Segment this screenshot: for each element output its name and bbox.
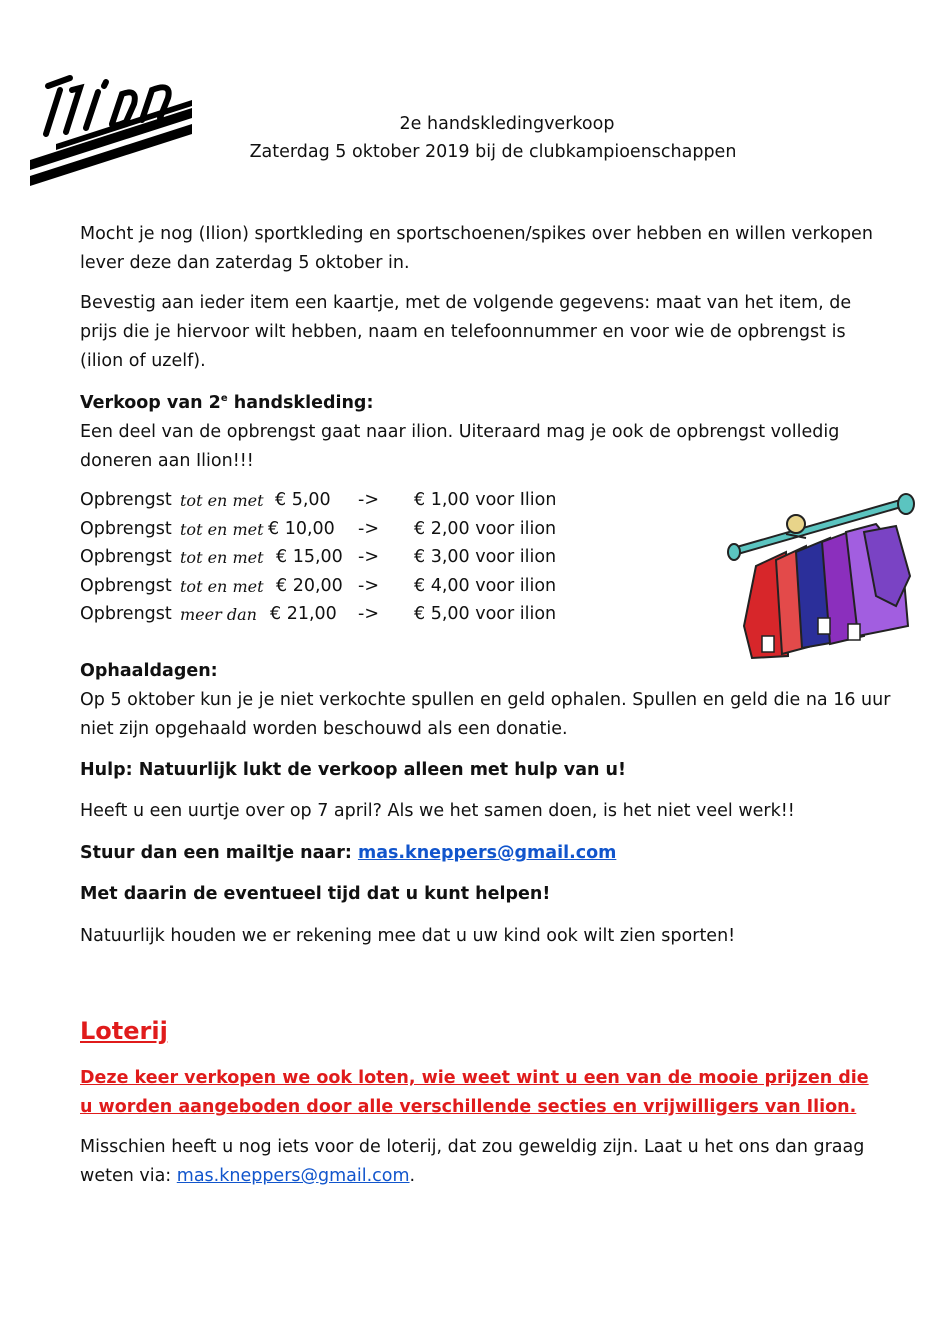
email-link[interactable]: mas.kneppers@gmail.com	[357, 843, 617, 863]
loterij-heading: Loterij	[80, 1017, 168, 1045]
ophaal-text: Op 5 oktober kun je je niet verkochte spullen en geld ophalen. Spullen en geld die na 16 uur niet zijn opgehaald worden beschouwd als een donatie.	[80, 690, 891, 739]
closing-text: Natuurlijk houden we er rekening mee dat u uw kind ook wilt zien sporten!	[80, 926, 736, 946]
verkoop-heading: Verkoop van 2e handskleding:	[80, 393, 374, 413]
ophaal-heading: Ophaaldagen:	[80, 661, 218, 681]
mail-line: Stuur dan een mailtje naar: mas.kneppers@gmail.com	[80, 843, 617, 863]
time-note: Met daarin de eventueel tijd dat u kunt helpen!	[80, 884, 551, 904]
intro-paragraph-1: Mocht je nog (Ilion) sportkleding en sportschoenen/spikes over hebben en willen verkopen lever deze dan zaterdag 5 oktober in.	[80, 224, 873, 273]
clothes-rack-illustration	[726, 486, 916, 672]
hulp-heading: Hulp: Natuurlijk lukt de verkoop alleen met hulp van u!	[80, 760, 626, 780]
loterij-text: Misschien heeft u nog iets voor de loterij, dat zou geweldig zijn. Laat u het ons dan graag weten via: mas.kneppers@gmail.com.	[80, 1137, 865, 1186]
verkoop-text: Een deel van de opbrengst gaat naar ilion. Uiteraard mag je ook de opbrengst volledig doneren aan Ilion!!!	[80, 422, 840, 471]
doc-subtitle: Zaterdag 5 oktober 2019 bij de clubkampioenschappen	[249, 142, 737, 162]
doc-title: 2e handskledingverkoop	[399, 114, 615, 134]
hulp-question: Heeft u een uurtje over op 7 april? Als we het samen doen, is het niet veel werk!!	[80, 801, 795, 821]
loterij-red-text: Deze keer verkopen we ook loten, wie weet wint u een van de mooie prijzen die u worden aangeboden door alle verschillende secties en vrijwilligers van Ilion.	[80, 1068, 869, 1117]
email-link[interactable]: mas.kneppers@gmail.com	[176, 1166, 410, 1186]
intro-paragraph-2: Bevestig aan ieder item een kaartje, met de volgende gegevens: maat van het item, de prijs die je hiervoor wilt hebben, naam en telefoonnummer en voor wie de opbrengst is (ilion of uzelf).	[80, 293, 852, 371]
